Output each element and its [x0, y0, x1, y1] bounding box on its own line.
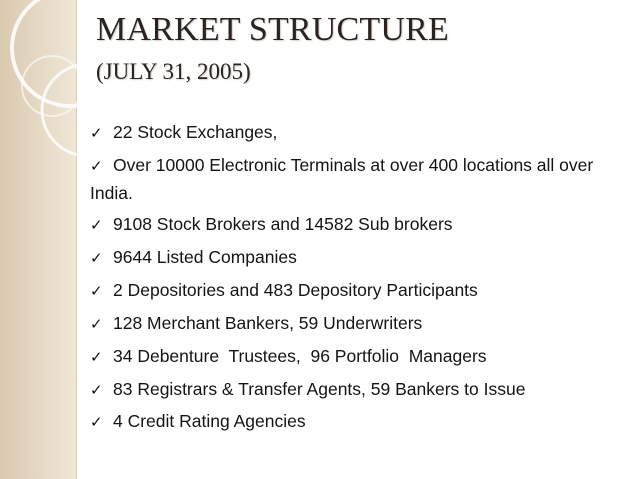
bullet-text: 34 Debenture Trustees, 96 Portfolio Managers — [113, 346, 487, 366]
bullet-item — [90, 241, 610, 274]
check-mark-icon: ✓ — [90, 216, 103, 234]
bullet-item — [90, 208, 610, 241]
check-mark-icon: ✓ — [90, 315, 103, 333]
bullet-item — [90, 405, 610, 438]
bullet-text: 83 Registrars & Transfer Agents, 59 Bankers to Issue — [113, 379, 526, 399]
bullet-text: 9108 Stock Brokers and 14582 Sub brokers — [113, 214, 453, 234]
check-mark-icon: ✓ — [90, 249, 103, 267]
bullet-text: 9644 Listed Companies — [113, 247, 297, 267]
check-mark-icon: ✓ — [90, 157, 103, 175]
bullet-text: 4 Credit Rating Agencies — [113, 411, 306, 431]
bullet-text: 128 Merchant Bankers, 59 Underwriters — [113, 313, 423, 333]
check-mark-icon: ✓ — [90, 124, 103, 142]
bullet-item — [90, 307, 610, 340]
check-mark-icon: ✓ — [90, 282, 103, 300]
bullet-text: Over 10000 Electronic Terminals at over 400 locations all over India. — [90, 155, 594, 203]
bullet-item — [90, 116, 610, 149]
title-block — [96, 10, 449, 87]
check-mark-icon: ✓ — [90, 413, 103, 431]
check-mark-icon: ✓ — [90, 348, 103, 366]
bullet-item — [90, 340, 610, 373]
bullet-list — [90, 116, 610, 438]
slide-subtitle: (JULY 31, 2005) — [96, 59, 251, 84]
bullet-text: 22 Stock Exchanges, — [113, 122, 278, 142]
slide-title: MARKET STRUCTURE — [96, 11, 449, 48]
bullet-text: 2 Depositories and 483 Depository Participants — [113, 280, 478, 300]
check-mark-icon: ✓ — [90, 381, 103, 399]
bullet-item — [90, 373, 610, 405]
bullet-item — [90, 149, 610, 208]
bullet-item — [90, 274, 610, 307]
